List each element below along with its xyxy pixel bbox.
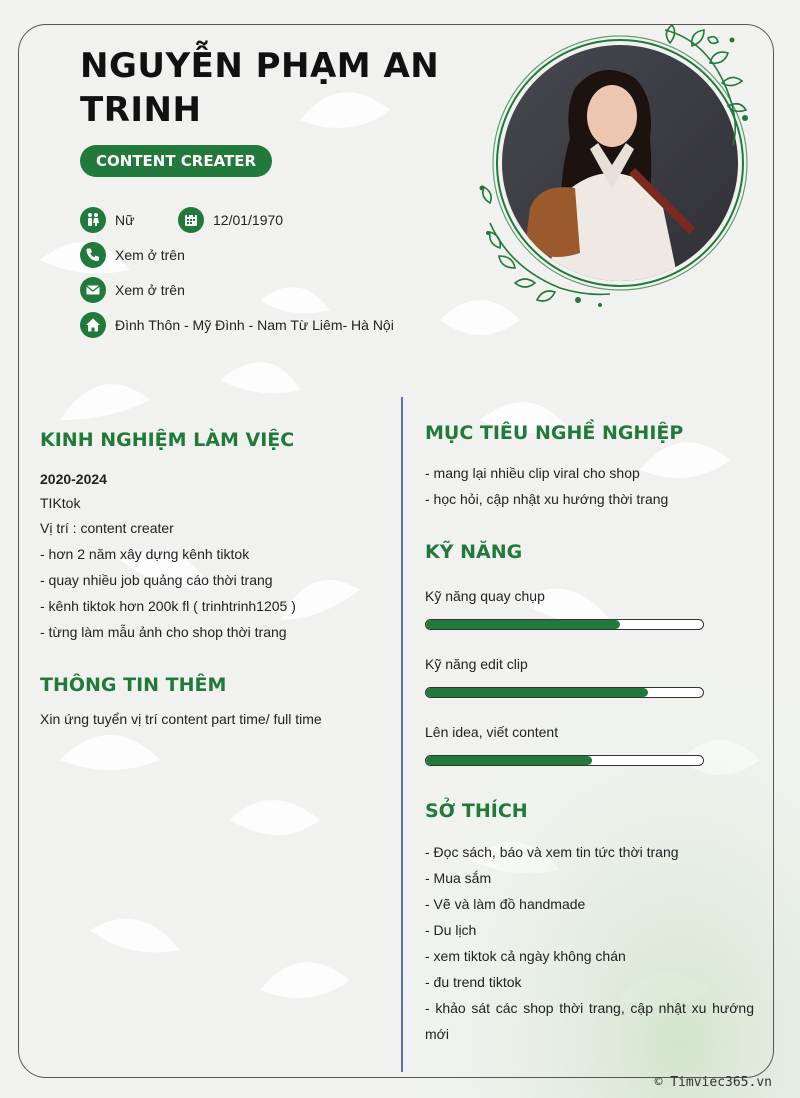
email-row bbox=[80, 277, 185, 303]
experience-position: Vị trí : content creater bbox=[40, 520, 174, 536]
phone-row bbox=[80, 242, 185, 268]
skill-bar bbox=[425, 755, 704, 766]
watermark: © Timviec365.vn bbox=[654, 1075, 772, 1090]
profile-photo bbox=[470, 18, 760, 308]
skill-bar-fill bbox=[426, 756, 592, 765]
address-value: Đình Thôn - Mỹ Đình - Nam Từ Liêm- Hà Nội bbox=[115, 317, 394, 333]
experience-bullet: - kênh tiktok hơn 200k fl ( trinhtrinh1205 ) bbox=[40, 598, 296, 614]
skill-bar bbox=[425, 619, 704, 630]
envelope-icon bbox=[80, 277, 106, 303]
calendar-icon bbox=[178, 207, 204, 233]
hobby-item: - khảo sát các shop thời trang, cập nhật xu hướng mới bbox=[425, 1000, 754, 1042]
column-divider bbox=[401, 397, 403, 1072]
phone-value: Xem ở trên bbox=[115, 247, 185, 263]
objective-bullet: - mang lại nhiều clip viral cho shop bbox=[425, 465, 640, 481]
objective-bullet: - học hỏi, cập nhật xu hướng thời trang bbox=[425, 491, 669, 507]
birthdate-value: 12/01/1970 bbox=[213, 212, 284, 228]
hobby-item: - Du lịch bbox=[425, 922, 477, 938]
hobby-item: - xem tiktok cả ngày không chán bbox=[425, 948, 626, 964]
additional-info-heading: THÔNG TIN THÊM bbox=[40, 674, 227, 696]
objective-heading: MỤC TIÊU NGHỀ NGHIỆP bbox=[425, 422, 684, 444]
skill-label: Kỹ năng edit clip bbox=[425, 656, 528, 672]
phone-icon bbox=[80, 242, 106, 268]
experience-company: TIKtok bbox=[40, 495, 81, 511]
hobby-item: - Vẽ và làm đồ handmade bbox=[425, 896, 586, 912]
skill-bar bbox=[425, 687, 704, 698]
experience-bullet: - quay nhiều job quảng cáo thời trang bbox=[40, 572, 273, 588]
experience-period: 2020-2024 bbox=[40, 471, 107, 487]
hobby-item: - Mua sắm bbox=[425, 870, 492, 886]
address-row bbox=[80, 312, 394, 338]
skills-heading: KỸ NĂNG bbox=[425, 541, 523, 563]
experience-bullet: - từng làm mẫu ảnh cho shop thời trang bbox=[40, 624, 287, 640]
experience-heading: KINH NGHIỆM LÀM VIỆC bbox=[40, 429, 295, 451]
gender-row bbox=[80, 207, 134, 233]
hobby-item: - đu trend tiktok bbox=[425, 974, 522, 990]
hobbies-heading: SỞ THÍCH bbox=[425, 800, 528, 822]
gender-icon bbox=[80, 207, 106, 233]
skill-bar-fill bbox=[426, 620, 620, 629]
email-value: Xem ở trên bbox=[115, 282, 185, 298]
job-title-badge: CONTENT CREATER bbox=[80, 145, 272, 177]
skill-bar-fill bbox=[426, 688, 648, 697]
home-icon bbox=[80, 312, 106, 338]
skill-label: Kỹ năng quay chụp bbox=[425, 588, 545, 604]
experience-bullet: - hơn 2 năm xây dựng kênh tiktok bbox=[40, 546, 250, 562]
additional-info-text: Xin ứng tuyển vị trí content part time/ full time bbox=[40, 711, 322, 727]
candidate-name: NGUYỄN PHẠM AN TRINH bbox=[80, 46, 440, 130]
birthdate-row bbox=[178, 207, 283, 233]
gender-value: Nữ bbox=[115, 212, 135, 228]
hobby-item: - Đọc sách, báo và xem tin tức thời trang bbox=[425, 844, 679, 860]
skill-label: Lên idea, viết content bbox=[425, 724, 559, 740]
